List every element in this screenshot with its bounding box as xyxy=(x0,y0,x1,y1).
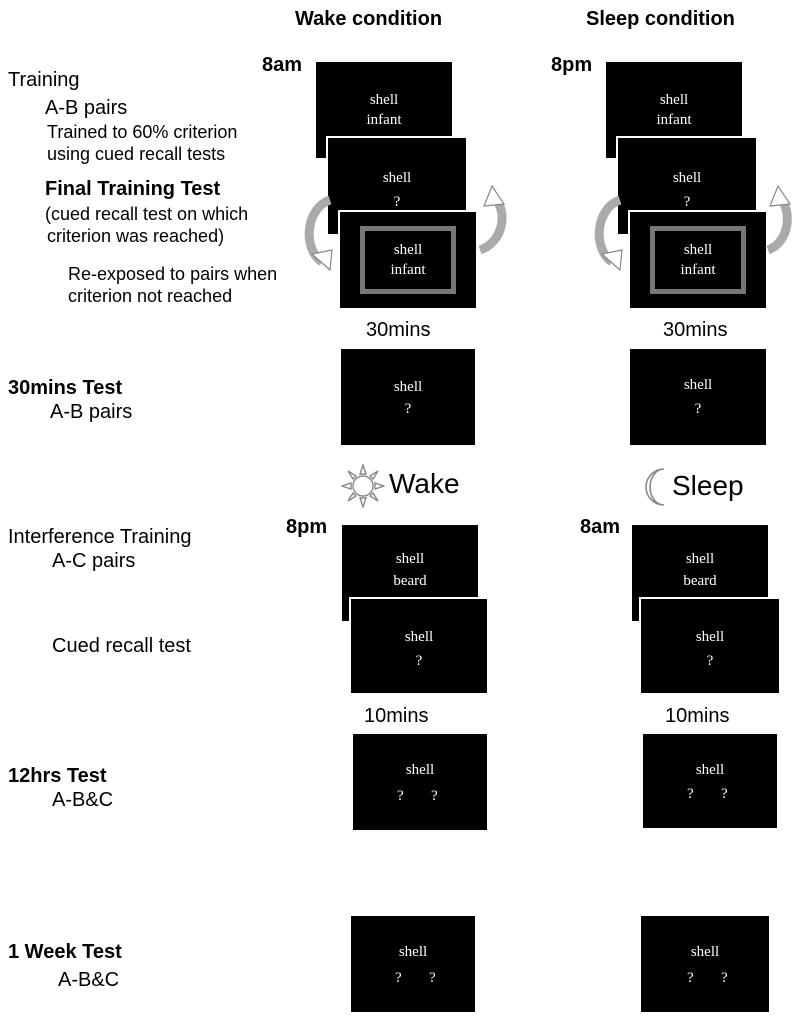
label-ac-pairs: A-C pairs xyxy=(52,550,136,572)
sun-icon xyxy=(341,464,385,508)
label-1week-test: 1 Week Test xyxy=(8,941,122,963)
sleep-ac-recall-screen xyxy=(641,599,779,693)
label-reexposed-line1: Re-exposed to pairs when xyxy=(68,264,278,284)
sleep-delay-10mins: 10mins xyxy=(665,705,730,727)
moon-icon xyxy=(638,466,672,508)
label-training: Training xyxy=(8,69,80,91)
screen-cue-word: shell xyxy=(695,629,725,645)
screen-blank-c: ? xyxy=(431,788,438,804)
label-final-training-test: Final Training Test xyxy=(45,178,221,200)
sleep-delay-30mins: 30mins xyxy=(663,319,728,341)
screen-blank: ? xyxy=(706,653,714,669)
label-final-test-note1: (cued recall test on which xyxy=(45,204,249,224)
loop-arrow-right-icon xyxy=(474,184,514,256)
wake-ac-recall-screen xyxy=(351,599,487,693)
label-12hrs-pairs: A-B&C xyxy=(52,789,114,811)
screen-blank: ? xyxy=(415,653,423,669)
screen-blank-b: ? xyxy=(397,788,404,804)
feedback-frame xyxy=(650,226,746,294)
screen-cue-word: shell xyxy=(695,762,725,778)
screen-blank: ? xyxy=(404,401,412,417)
screen-cue-word: shell xyxy=(393,242,423,258)
screen-blank: ? xyxy=(683,194,691,210)
sleep-12hr-test-screen xyxy=(643,734,777,828)
label-criterion-line2: using cued recall tests xyxy=(47,144,226,164)
feedback-frame xyxy=(360,226,456,294)
wake-1week-test-screen xyxy=(351,916,475,1012)
label-30mins-test: 30mins Test xyxy=(8,377,123,399)
label-30mins-pairs: A-B pairs xyxy=(50,401,133,423)
loop-arrow-left-icon xyxy=(296,196,340,276)
loop-arrow-right-icon xyxy=(764,184,794,256)
screen-cue-word: shell xyxy=(683,242,713,258)
screen-target-word: beard xyxy=(683,573,717,589)
wake-feedback-screen xyxy=(340,212,476,308)
screen-target-word: infant xyxy=(656,112,692,128)
sleep-feedback-screen xyxy=(630,212,766,308)
label-12hrs-test: 12hrs Test xyxy=(8,765,107,787)
wake-time-start: 8am xyxy=(262,54,303,76)
screen-blank: ? xyxy=(393,194,401,210)
loop-arrow-left-icon xyxy=(586,196,630,276)
screen-blank-b: ? xyxy=(687,786,694,802)
screen-target-word: infant xyxy=(680,262,716,278)
sleep-state-label: Sleep xyxy=(672,470,744,501)
screen-cue-word: shell xyxy=(405,762,435,778)
sleep-30min-test-screen xyxy=(630,349,766,445)
screen-target-word: infant xyxy=(390,262,426,278)
sleep-time-start: 8pm xyxy=(551,54,593,76)
screen-cue-word: shell xyxy=(398,944,428,960)
wake-30min-test-screen xyxy=(341,349,475,445)
wake-12hr-test-screen xyxy=(353,734,487,830)
sleep-condition-header: Sleep condition xyxy=(586,8,735,30)
screen-blank-b: ? xyxy=(395,970,402,986)
screen-target-word: beard xyxy=(393,573,427,589)
screen-cue-word: shell xyxy=(395,551,425,567)
label-1week-pairs: A-B&C xyxy=(58,969,120,991)
screen-blank: ? xyxy=(694,401,702,417)
screen-cue-word: shell xyxy=(404,629,434,645)
screen-cue-word: shell xyxy=(369,92,399,108)
screen-blank-b: ? xyxy=(687,970,694,986)
label-interference-training: Interference Training xyxy=(8,526,192,548)
screen-blank-c: ? xyxy=(429,970,436,986)
sleep-1week-test-screen xyxy=(641,916,769,1012)
label-ab-pairs: A-B pairs xyxy=(45,97,128,119)
screen-blank-c: ? xyxy=(721,970,728,986)
label-cued-recall-test: Cued recall test xyxy=(52,635,191,657)
wake-delay-30mins: 30mins xyxy=(366,319,431,341)
screen-cue-word: shell xyxy=(685,551,715,567)
screen-blank-c: ? xyxy=(721,786,728,802)
wake-state-label: Wake xyxy=(389,468,460,499)
label-final-test-note2: criterion was reached) xyxy=(47,226,225,246)
wake-condition-header: Wake condition xyxy=(295,8,443,30)
wake-delay-10mins: 10mins xyxy=(364,705,429,727)
screen-cue-word: shell xyxy=(690,944,720,960)
screen-cue-word: shell xyxy=(683,377,713,393)
screen-cue-word: shell xyxy=(393,379,423,395)
wake-time-interference: 8pm xyxy=(286,516,328,538)
sleep-time-interference: 8am xyxy=(580,516,621,538)
screen-cue-word: shell xyxy=(672,170,702,186)
screen-cue-word: shell xyxy=(382,170,412,186)
label-criterion-line1: Trained to 60% criterion xyxy=(47,122,238,142)
screen-cue-word: shell xyxy=(659,92,689,108)
label-reexposed-line2: criterion not reached xyxy=(68,286,233,306)
screen-target-word: infant xyxy=(366,112,402,128)
